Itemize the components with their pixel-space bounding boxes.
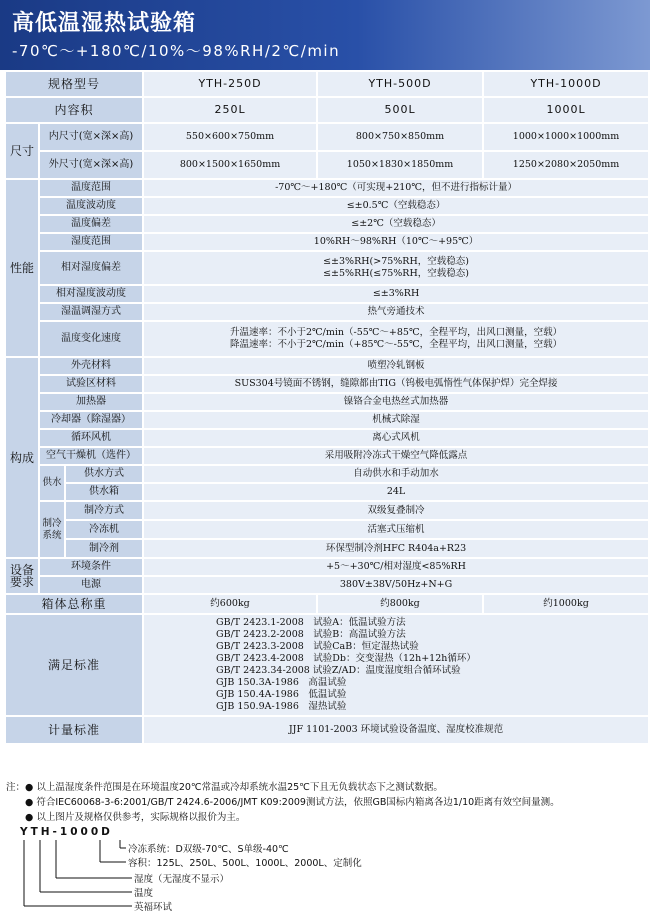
table-row [6, 180, 648, 196]
model-code-connector-lines [20, 826, 140, 911]
metrology-label: 计量标准 [6, 717, 142, 743]
perf-label: 温度偏差 [40, 216, 142, 232]
standard-item: GB/T 2423.3-2008 试验CaB：恒定湿热试验 [216, 641, 419, 652]
table-row [6, 577, 648, 593]
perf-label: 相对湿度波动度 [40, 286, 142, 302]
perf-value: -70℃～+180℃（可实现+210℃，但不进行指标计量） [144, 180, 648, 196]
table-row [6, 216, 648, 232]
perf-label: 湿温调湿方式 [40, 304, 142, 320]
inner-size-value: 550×600×750mm [144, 124, 316, 150]
weight-value: 约600kg [144, 595, 316, 613]
table-row [6, 72, 648, 96]
note-item: 注：● 以上温湿度条件范围是在环境温度20℃常温或冷却系统水温25℃下且无负载状态下之测试数据。 [6, 782, 443, 793]
perf-value-line: ≤±3%RH(>75%RH，空载稳态) [323, 256, 469, 267]
standard-item: GJB 150.3A-1986 高温试验 [216, 677, 347, 688]
spec-table [4, 70, 650, 745]
table-row [6, 304, 648, 320]
table-row [6, 322, 648, 356]
water-value: 24L [144, 484, 648, 500]
install-value: +5～+30℃/相对湿度<85%RH [144, 559, 648, 575]
header-banner [0, 0, 650, 70]
refrig-value: 双级复叠制冷 [144, 502, 648, 519]
perf-value [144, 322, 648, 356]
perf-label: 相对湿度偏差 [40, 252, 142, 284]
outer-size-value: 1050×1830×1850mm [318, 152, 482, 178]
install-label: 电源 [40, 577, 142, 593]
volume-value: 500L [318, 98, 482, 122]
table-row [6, 595, 648, 613]
struct-label: 外壳材料 [40, 358, 142, 374]
page-subtitle: -70℃～+180℃/10%～98%RH/2℃/min [12, 42, 341, 60]
inner-size-value: 800×750×850mm [318, 124, 482, 150]
perf-value-line: 降温速率：不小于2℃/min（+85℃～-55℃，全程平均，出风口测量，空载） [229, 339, 563, 350]
struct-value: 离心式风机 [144, 430, 648, 446]
table-row [6, 559, 648, 575]
table-row [6, 152, 648, 178]
volume-label: 内容积 [6, 98, 142, 122]
notes [6, 780, 646, 825]
table-row [6, 98, 648, 122]
refrigeration-group-label: 制冷系统 [40, 502, 64, 557]
model-annotation: 温度 [134, 888, 154, 899]
table-row [6, 358, 648, 374]
standards-label: 满足标准 [6, 615, 142, 715]
outer-size-value: 1250×2080×2050mm [484, 152, 648, 178]
page-title: 高低温湿热试验箱 [12, 11, 197, 36]
struct-label: 循环风机 [40, 430, 142, 446]
metrology-value: JJF 1101-2003 环境试验设备温度、湿度校准规范 [144, 717, 648, 743]
table-row [6, 484, 648, 500]
refrig-label: 制冷剂 [66, 540, 142, 557]
model-annotation: 冷冻系统：D双级-70℃、S单级-40℃ [128, 844, 289, 855]
perf-label: 温度波动度 [40, 198, 142, 214]
weight-value: 约1000kg [484, 595, 648, 613]
perf-value: 10%RH～98%RH（10℃～+95℃） [144, 234, 648, 250]
standard-item: GB/T 2423.1-2008 试验A：低温试验方法 [216, 617, 406, 628]
model-annotation: 容积：125L、250L、500L、1000L、2000L、定制化 [128, 858, 362, 869]
model-code-legend [20, 826, 440, 911]
struct-label: 冷却器（除湿器） [40, 412, 142, 428]
struct-label: 空气干燥机（选件） [40, 448, 142, 464]
table-row [6, 394, 648, 410]
table-row [6, 286, 648, 302]
note-item: ● 以上图片及规格仅供参考，实际规格以报价为主。 [25, 812, 246, 823]
refrig-label: 制冷方式 [66, 502, 142, 519]
perf-value: ≤±0.5℃（空载稳态） [144, 198, 648, 214]
install-label: 环境条件 [40, 559, 142, 575]
struct-label: 试验区材料 [40, 376, 142, 392]
model-value: YTH-250D [144, 72, 316, 96]
volume-value: 1000L [484, 98, 648, 122]
perf-value [144, 252, 648, 284]
model-code: YTH-1000D [20, 826, 113, 838]
perf-value: 热气旁通技术 [144, 304, 648, 320]
model-annotation: 湿度（无湿度不显示） [134, 874, 230, 885]
install-value: 380V±38V/50Hz+N+G [144, 577, 648, 593]
table-row [6, 502, 648, 519]
model-annotation: 英福环试 [134, 902, 173, 913]
perf-label: 温度变化速度 [40, 322, 142, 356]
table-row [6, 252, 648, 284]
performance-group-label: 性能 [6, 180, 38, 356]
perf-value: ≤±3%RH [144, 286, 648, 302]
weight-value: 约800kg [318, 595, 482, 613]
refrig-value: 活塞式压缩机 [144, 521, 648, 538]
outer-size-label: 外尺寸(宽×深×高) [40, 152, 142, 178]
perf-label: 湿度范围 [40, 234, 142, 250]
standard-item: GJB 150.9A-1986 湿热试验 [216, 701, 347, 712]
perf-label: 温度范围 [40, 180, 142, 196]
notes-prefix: 注： [6, 782, 26, 793]
table-row [6, 234, 648, 250]
weight-label: 箱体总称重 [6, 595, 142, 613]
model-value: YTH-1000D [484, 72, 648, 96]
structure-group-label: 构成 [6, 358, 38, 557]
table-row [6, 412, 648, 428]
struct-value: 镍铬合金电热丝式加热器 [144, 394, 648, 410]
struct-value: 机械式除湿 [144, 412, 648, 428]
water-label: 供水方式 [66, 466, 142, 482]
standards-list [144, 615, 648, 715]
table-row [6, 124, 648, 150]
perf-value: ≤±2℃（空载稳态） [144, 216, 648, 232]
size-group-label: 尺寸 [6, 124, 38, 178]
outer-size-value: 800×1500×1650mm [144, 152, 316, 178]
struct-label: 加热器 [40, 394, 142, 410]
standard-item: GB/T 2423.4-2008 试验Db：交变湿热（12h+12h循环） [216, 653, 476, 664]
bullet-icon: ● [25, 782, 37, 793]
bullet-icon: ● [25, 812, 37, 823]
table-row [6, 466, 648, 482]
standard-item: GB/T 2423.2-2008 试验B：高温试验方法 [216, 629, 406, 640]
struct-value: 喷塑冷轧钢板 [144, 358, 648, 374]
water-value: 自动供水和手动加水 [144, 466, 648, 482]
struct-value: 采用吸附冷冻式干燥空气降低露点 [144, 448, 648, 464]
perf-value-line: 升温速率：不小于2℃/min（-55℃～+85℃，全程平均，出风口测量，空载） [229, 327, 563, 338]
model-value: YTH-500D [318, 72, 482, 96]
water-group-label: 供水 [40, 466, 64, 500]
table-row [6, 717, 648, 743]
volume-value: 250L [144, 98, 316, 122]
table-row [6, 615, 648, 715]
bullet-icon: ● [25, 797, 37, 808]
model-label: 规格型号 [6, 72, 142, 96]
table-row [6, 521, 648, 538]
table-row [6, 540, 648, 557]
water-label: 供水箱 [66, 484, 142, 500]
install-group-label: 设备要求 [6, 559, 38, 593]
refrig-value: 环保型制冷剂HFC R404a+R23 [144, 540, 648, 557]
table-row [6, 430, 648, 446]
standard-item: GJB 150.4A-1986 低温试验 [216, 689, 347, 700]
inner-size-label: 内尺寸(宽×深×高) [40, 124, 142, 150]
table-row [6, 448, 648, 464]
table-row [6, 376, 648, 392]
perf-value-line: ≤±5%RH(≤75%RH，空载稳态) [323, 268, 469, 279]
note-item: ● 符合IEC60068-3-6:2001/GB/T 2424.6-2006/JMT K09:2009测试方法，依照GB国标内箱离各边1/10距离有效空间量测。 [25, 797, 560, 808]
refrig-label: 冷冻机 [66, 521, 142, 538]
table-row [6, 198, 648, 214]
standard-item: GB/T 2423.34-2008 试验Z/AD：温度湿度组合循环试验 [216, 665, 461, 676]
inner-size-value: 1000×1000×1000mm [484, 124, 648, 150]
struct-value: SUS304号镜面不锈钢，缝隙都由TIG（钨极电弧惰性气体保护焊）完全焊接 [144, 376, 648, 392]
